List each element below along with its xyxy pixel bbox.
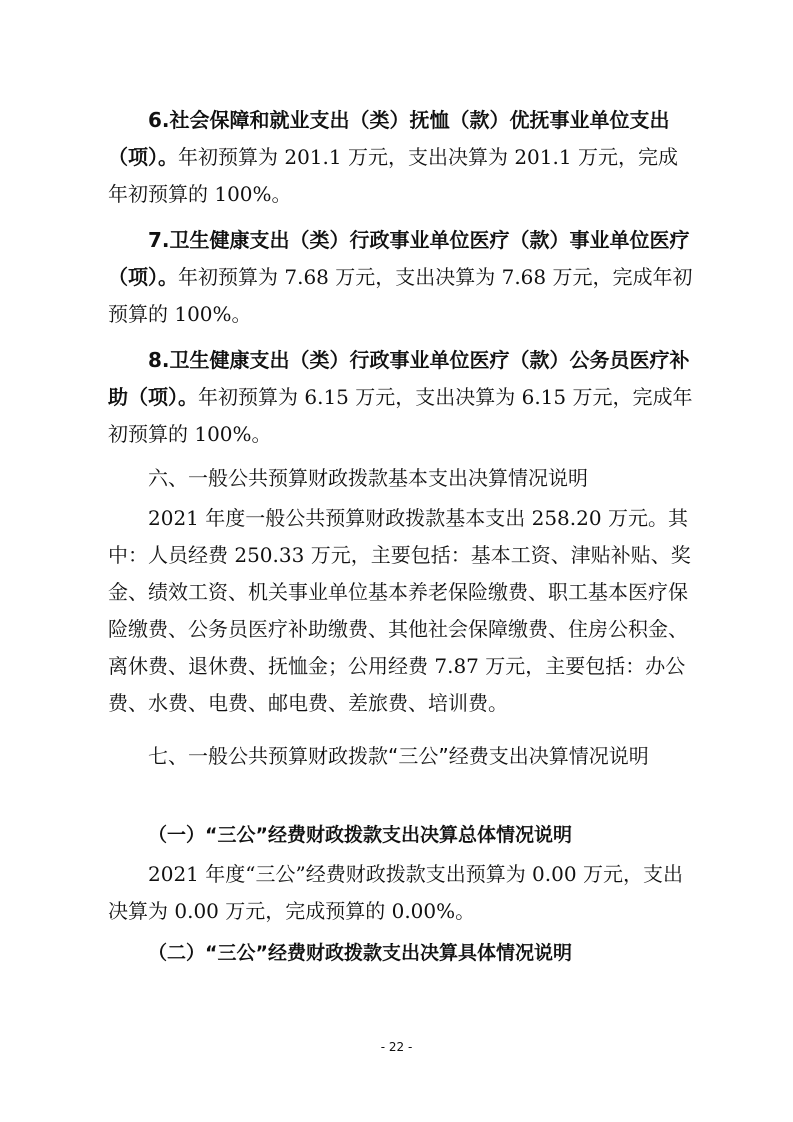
item-6-text: 年初预算为 201.1 万元，支出决算为 201.1 万元，完成年初预算的 100%。 <box>108 145 678 206</box>
subsection-2-title: （二）“三公”经费财政拨款支出决算具体情况说明 <box>148 942 572 964</box>
subsection-1-body: 2021 年度“三公”经费财政拨款支出预算为 0.00 万元，支出决算为 0.00 万元，完成预算的 0.00%。 <box>108 862 683 923</box>
item-7-heading: 7.卫生健康支出（类）行政事业单位医疗（款）事业单位医疗（项）。 <box>108 228 690 289</box>
section-7-title: 七、一般公共预算财政拨款“三公”经费支出决算情况说明 <box>148 744 649 768</box>
item-7 <box>108 222 696 333</box>
page-number: - 22 - <box>380 1040 413 1054</box>
item-6 <box>108 102 696 213</box>
item-7-text: 年初预算为 7.68 万元，支出决算为 7.68 万元，完成年初预算的 100%。 <box>108 265 693 326</box>
item-6-heading: 6.社会保障和就业支出（类）抚恤（款）优抚事业单位支出（项）。 <box>108 108 670 169</box>
section-6-body: 2021 年度一般公共预算财政拨款基本支出 258.20 万元。其中：人员经费 250.33 万元，主要包括：基本工资、津贴补贴、奖金、绩效工资、机关事业单位基本养老保险缴费、职工基本医疗保险缴费、公务员医疗补助缴费、其他社会保障缴费、住房公积金、离休费、退休费、抚恤金；公用经费 7.87 万元，主要包括：办公费、水费、电费、邮电费、差旅费、培训费。 <box>108 506 691 715</box>
item-8-text: 年初预算为 6.15 万元，支出决算为 6.15 万元，完成年初预算的 100%。 <box>108 385 693 446</box>
section-6-title: 六、一般公共预算财政拨款基本支出决算情况说明 <box>148 466 588 490</box>
item-8-heading: 8.卫生健康支出（类）行政事业单位医疗（款）公务员医疗补助（项）。 <box>108 348 690 409</box>
item-8 <box>108 342 696 453</box>
subsection-1-title: （一）“三公”经费财政拨款支出决算总体情况说明 <box>148 824 572 846</box>
